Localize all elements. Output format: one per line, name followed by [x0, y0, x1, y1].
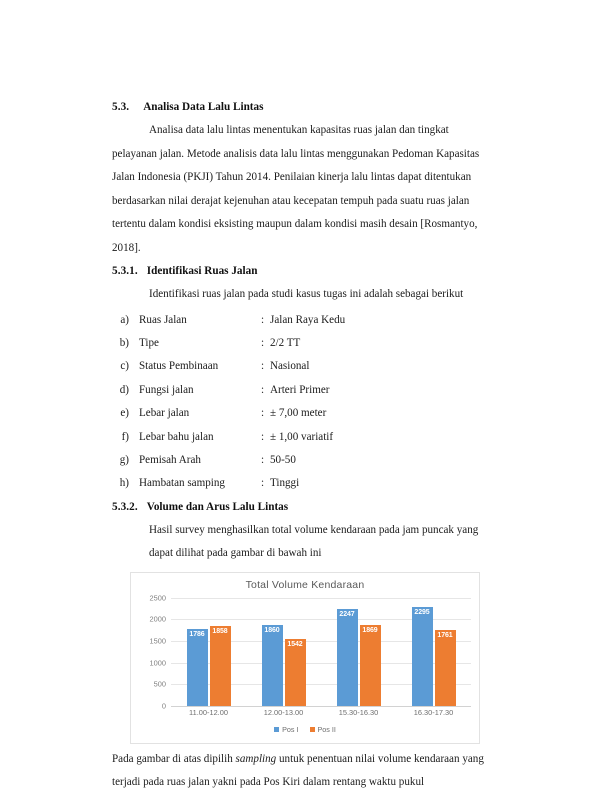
legend-label: Pos II — [317, 724, 336, 734]
list-item-term: Lebar bahu jalan — [139, 430, 214, 443]
bar-pos-ii[interactable] — [285, 639, 306, 706]
bar-data-label: 1542 — [287, 641, 303, 649]
bar-group — [171, 598, 246, 706]
bar-data-label: 1786 — [189, 630, 205, 638]
list-item-term: Status Pembinaan — [139, 360, 219, 373]
list-item-separator: : — [261, 313, 265, 326]
list-item-term: Lebar jalan — [139, 407, 190, 420]
x-axis-line — [161, 701, 471, 711]
paragraph-5-3-2: Hasil survey menghasilkan total volume kendaraan pada jam puncak yang dapat dilihat pada gambar di bawah ini — [149, 523, 479, 560]
bar-pos-i[interactable] — [337, 609, 358, 706]
list-item-marker: b) — [119, 336, 129, 349]
list-item-separator: : — [261, 360, 265, 373]
list-item — [112, 472, 490, 495]
closing-paragraph — [112, 748, 490, 795]
bar-data-label: 2295 — [414, 608, 430, 616]
heading-5-3-number: 5.3. — [112, 101, 130, 113]
list-item-marker: e) — [120, 407, 129, 420]
list-item-separator: : — [261, 383, 265, 396]
bar-pos-i[interactable] — [262, 625, 283, 705]
bar-pos-ii[interactable] — [210, 626, 231, 706]
list-item — [112, 379, 490, 402]
closing-text-part-2: untuk penentuan nilai volume kendaraan — [276, 752, 460, 765]
bar-pos-i[interactable] — [412, 607, 433, 706]
heading-5-3-1-number: 5.3.1. — [112, 265, 138, 277]
bar-data-label: 1860 — [264, 627, 280, 635]
bar-pos-i[interactable] — [187, 629, 208, 706]
bar-pos-ii[interactable] — [360, 625, 381, 706]
list-item-separator: : — [261, 430, 265, 443]
list-item-value: ± 1,00 variatif — [270, 430, 334, 443]
y-axis-tick: 0 — [161, 701, 166, 711]
x-axis-tick: 15.30-16.30 — [338, 707, 379, 717]
bar-pos-ii[interactable] — [435, 630, 456, 706]
closing-emphasis-sampling: sampling — [235, 752, 277, 765]
y-axis-tick: 2000 — [149, 614, 166, 624]
list-item-value: 50-50 — [270, 453, 296, 466]
bar-data-label: 1761 — [437, 631, 453, 639]
legend-item-pos-i[interactable] — [274, 725, 298, 734]
list-item-value: Jalan Raya Kedu — [270, 313, 346, 326]
heading-5-3-1 — [112, 265, 490, 277]
heading-5-3-1-title: Identifikasi Ruas Jalan — [146, 265, 258, 277]
chart-legend — [131, 725, 479, 734]
list-item-term: Hambatan samping — [139, 477, 225, 490]
list-item-marker: h) — [119, 477, 129, 490]
bar-data-label: 1869 — [362, 627, 378, 635]
y-axis-tick: 2500 — [149, 593, 166, 603]
list-item — [112, 309, 490, 332]
list-item-marker: g) — [119, 453, 129, 466]
list-item-marker: f) — [121, 430, 129, 443]
heading-5-3-title: Analisa Data Lalu Lintas — [143, 101, 264, 113]
page-content — [112, 101, 490, 796]
legend-label: Pos I — [282, 724, 299, 734]
list-item-marker: d) — [119, 383, 129, 396]
heading-5-3-2 — [112, 501, 490, 513]
legend-swatch-icon — [274, 727, 279, 732]
legend-item-pos-ii[interactable] — [310, 725, 336, 734]
list-item-term: Ruas Jalan — [139, 313, 187, 326]
list-item-marker: a) — [120, 313, 129, 326]
list-item-value: 2/2 TT — [270, 336, 301, 349]
list-item — [112, 332, 490, 355]
chart-bar-groups — [171, 598, 471, 706]
heading-5-3-2-number: 5.3.2. — [112, 500, 138, 513]
figure-total-volume-kendaraan — [130, 572, 480, 744]
paragraph-5-3: Analisa data lalu lintas menentukan kapasitas ruas jalan dan tingkat pelayanan jalan. Metode analisis data lalu lintas menggunakan Pedoman Kapasitas Jalan Indonesia (PKJI) Tahun 2014. Penilaian kinerja lalu lintas dapat ditentukan berdasarkan nilai derajat kejenuhan atau kecepatan tempuh pada suatu ruas jalan tertentu dalam kondisi eksisting maupun dalam kondisi masih desain [Rosmantyo, 2018]. — [112, 124, 480, 254]
list-item — [112, 426, 490, 449]
list-item — [112, 355, 490, 378]
heading-5-3-2-title: Volume dan Arus Lalu Lintas — [146, 500, 289, 513]
chart-plot-area — [149, 593, 471, 711]
list-item — [112, 402, 490, 425]
list-item-separator: : — [261, 453, 265, 466]
list-item — [112, 449, 490, 472]
list-item-value: Tinggi — [270, 477, 300, 490]
y-axis-tick: 500 — [153, 679, 166, 689]
x-axis-tick: 11.00-12.00 — [189, 707, 228, 717]
list-item-separator: : — [261, 477, 265, 490]
y-axis-tick: 1000 — [149, 658, 166, 668]
y-axis-tick: 1500 — [149, 636, 166, 646]
list-item-term: Pemisah Arah — [139, 453, 201, 466]
x-axis-tick: 16.30-17.30 — [413, 707, 454, 717]
road-spec-list — [112, 309, 490, 496]
list-item-value: Arteri Primer — [270, 383, 330, 396]
list-item-term: Fungsi jalan — [139, 383, 194, 396]
x-axis-labels — [171, 708, 471, 717]
bar-data-label: 2247 — [339, 610, 355, 618]
closing-text-part-3: yang terjadi pada ruas jalan yakni pada Pos Kiri dalam rentang waktu pukul — [112, 752, 484, 789]
list-item-marker: c) — [120, 360, 129, 373]
paragraph-5-3-1: Identifikasi ruas jalan pada studi kasus tugas ini adalah sebagai berikut — [149, 288, 464, 300]
bar-chart — [130, 572, 480, 744]
x-axis-tick: 12.00-13.00 — [263, 707, 304, 717]
closing-text-part-1: Pada gambar di atas dipilih — [112, 752, 236, 765]
bar-group — [396, 598, 471, 706]
list-item-value: ± 7,00 meter — [270, 407, 327, 420]
bar-group — [321, 598, 396, 706]
bar-data-label: 1858 — [212, 627, 228, 635]
list-item-value: Nasional — [270, 360, 310, 373]
list-item-separator: : — [261, 407, 265, 420]
list-item-term: Tipe — [139, 336, 159, 349]
bar-group — [246, 598, 321, 706]
heading-5-3 — [112, 101, 490, 113]
legend-swatch-icon — [310, 727, 315, 732]
chart-title: Total Volume Kendaraan — [245, 578, 365, 591]
list-item-separator: : — [261, 336, 265, 349]
